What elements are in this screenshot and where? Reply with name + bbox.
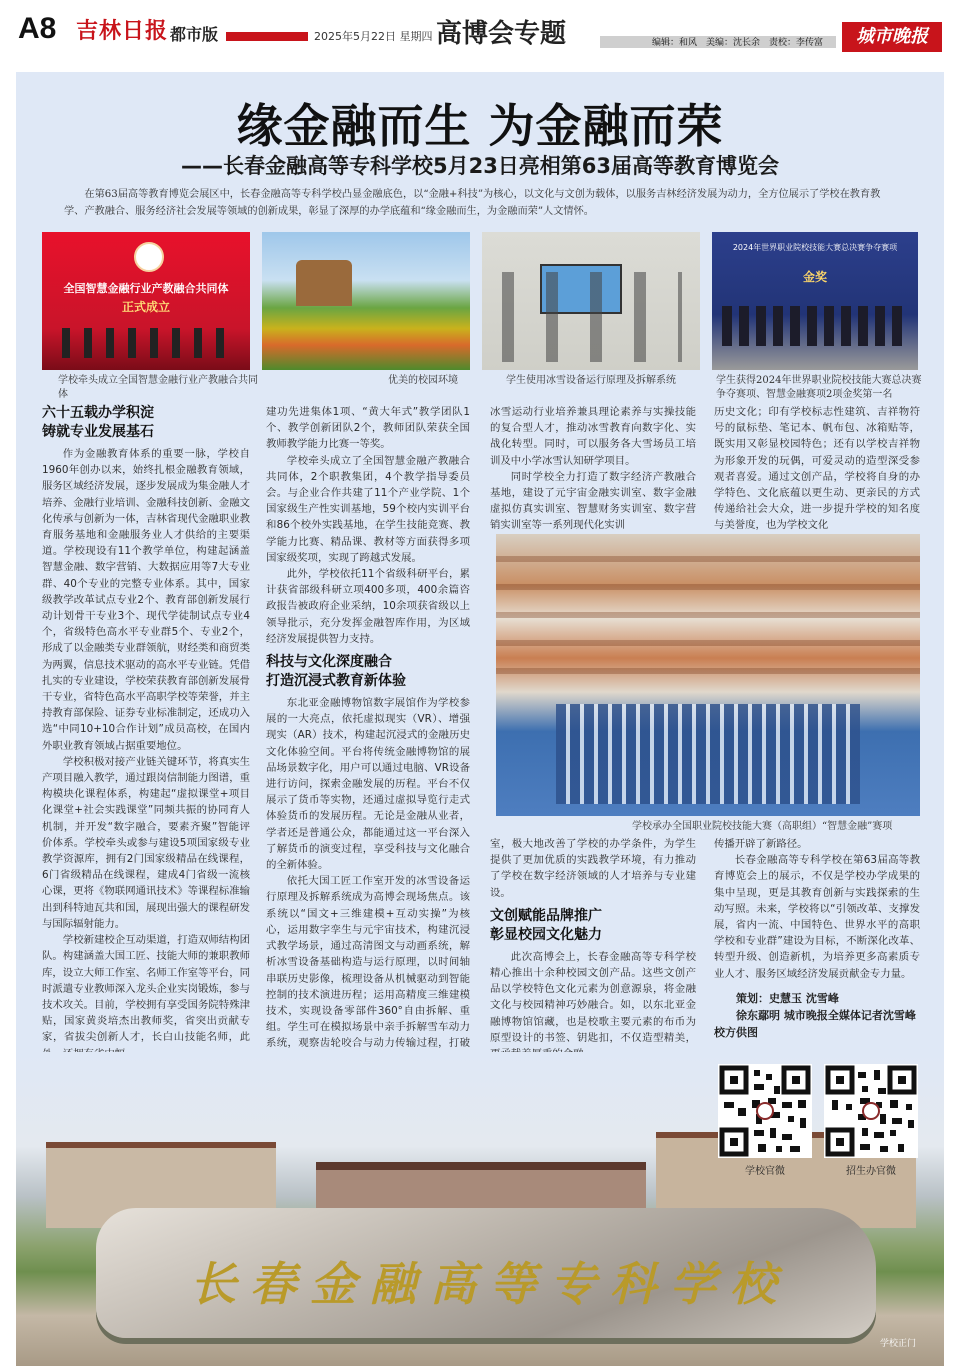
school-emblem-icon bbox=[134, 242, 164, 272]
col1-heading-1: 六十五载办学积淀 bbox=[42, 405, 154, 421]
article-title: 缘金融而生 为金融而荣 bbox=[236, 99, 724, 153]
col2-para-2: 学校牵头成立了全国智慧金融产教融合共同体，2个职教集团，4个教学指导委员会。与企业合作共建了11个产业学院、1个国家级生产性实训基地，59个校内实训平台和86个校外实践基地，在学生技能竞赛、教学能力比赛、精品课、教材等方面获得多项国家级奖项，实现了跨越式发展。 bbox=[266, 454, 470, 564]
big-photo-caption: 学校承办全国职业院校技能大赛（高职组）“智慧金融”赛项 bbox=[632, 821, 893, 832]
col4-top bbox=[714, 404, 920, 534]
photo-campus-garden bbox=[262, 232, 470, 370]
col1-para-2: 学校积极对接产业链关键环节，将真实生产项目融入教学，通过跟岗信制能力图谱，重构模块化课程体系，构建起“虚拟课堂+项目化课堂+社会实践课堂”同频共振的协同育人机制，并开发“数字融合，要素齐聚”智能评价体系。学校牵头或参与建设5项国家级专业教学资源库，拥有2门国家级精品在线课程，6门省级精品在线课程，建成4门省级一流核心课，更将《物联网通讯技术》等课程标准输出到科特迪瓦共和国，展现出强大的课程研发与国际辐射能力。 bbox=[42, 755, 250, 930]
col2-body-2 bbox=[266, 695, 470, 1100]
col1-heading-2: 铸就专业发展基石 bbox=[42, 424, 154, 440]
col4-low-body bbox=[714, 836, 920, 982]
col4-para-low2: 长春金融高等专科学校在第63届高等教育博览会上的展示，不仅是学校办学成果的集中呈现，更是其教育创新与实践探索的生动写照。未来，学校将以“引领改革、支撑发展，省内一流、中国特色、世界水平的高职学校和专业群”建设为目标，不断深化改革、转型升级、创造新机，为培养更多高素质专业人才、服务区域经济发展贡献金专力量。 bbox=[714, 854, 920, 980]
col1-para-1: 作为金融教育体系的重要一脉，学校自1960年创办以来，始终扎根金融教育领域，服务区域经济发展，逐步发展成为集金融人才培养、金融行业培训、金融科技创新、金融文化传承与创新为一体，吉林省现代金融职业教育服务基地和金融服务业人才供给的主要渠道。学校现设有11个教学单位，构建起涵盖智慧金融、数字营销、大数据应用等7大专业群、40个专业的完整专业体系。其中，国家级教学改革试点专业2个、教育部创新发展行动计划骨干专业3个、现代学徒制试点专业4个，省级特色高水平专业群5个、专业2个，形成了以金融类专业群领航，财经类和商贸类为两翼，信息技术驱动的高水平专业链。凭借扎实的专业建设，学校荣获教育部创新发展骨干专业，省特色高水平高职学校等荣誉，并主持教育部保险、证券专业标准制定，还成功入选“中同10+10合作计划”成员高校，在国内外职业教育领域占据重要地位。 bbox=[42, 448, 250, 752]
editor-credits: 编辑：和风 美编：沈长余 责校：李传富 bbox=[652, 38, 824, 48]
page-number: A8 bbox=[18, 12, 57, 45]
stone-inscription: 长春金融高等专科学校 bbox=[190, 1257, 790, 1311]
col4-low bbox=[714, 836, 920, 1041]
photo-skills-competition-hall bbox=[496, 534, 920, 816]
col3-top bbox=[490, 404, 696, 534]
col3-body-3 bbox=[490, 949, 696, 1062]
banner-subtext: 正式成立 bbox=[121, 300, 170, 314]
col3-low bbox=[490, 836, 696, 1062]
edition-label: 都市版 bbox=[170, 25, 219, 44]
col2-para-3: 此外，学校依托11个省级科研平台，累计获省部级科研立项400多项，400余篇咨政报告被政府企业采纳，10余项获省级以上领导批示，充分发挥金融智库作用，为区域经济发展提供智力支持。 bbox=[266, 568, 470, 645]
photo1-caption: 学校牵头成立全国智慧金融行业产教融合共同体 bbox=[58, 375, 258, 400]
credit-line-1: 策划：史慧玉 沈雪峰 bbox=[736, 991, 839, 1005]
photo-alliance-ceremony bbox=[42, 232, 250, 370]
pavilion-building bbox=[296, 260, 352, 306]
col3-para-low: 室，极大地改善了学校的办学条件，为学生提供了更加优质的实践教学环境，有力推动了学校在数字经济领域的人才培养与专业建设。 bbox=[490, 838, 696, 899]
photo3-caption: 学生使用冰雪设备运行原理及拆解系统 bbox=[506, 375, 676, 386]
qr-code-school[interactable] bbox=[718, 1064, 812, 1158]
col3-para-2: 同时学校全力打造了数字经济产教融合基地，建设了元宇宙金融实训室、数字金融虚拟仿真实训室、智慧财务实训室、数字营销实训室等一系列现代化实训 bbox=[490, 470, 696, 532]
col3-para-3: 此次高博会上，长春金融高等专科学校精心推出十余种校园文创产品。这些文创产品以学校特色文化元素为创意源泉，将金融文化与校园精神巧妙融合。如，以东北亚金融博物馆馆藏，也是校歌主要元素的布币为原型设计的书签、钥匙扣，不仅造型精美， bbox=[490, 950, 696, 1044]
col1-section bbox=[42, 404, 250, 1062]
competition-desks bbox=[556, 704, 860, 804]
section-topic: 高博会专题 bbox=[436, 19, 567, 49]
award-banner-text: 2024年世界职业院校技能大赛总决赛争夺赛项 bbox=[732, 243, 898, 252]
col2-heading-1: 科技与文化深度融合 bbox=[266, 654, 392, 671]
article-subtitle: ——长春金融高等专科学校5月23日亮相第63届高等教育博览会 bbox=[180, 154, 780, 178]
award-group bbox=[722, 306, 908, 346]
hall-balconies bbox=[496, 534, 920, 684]
photo4-caption: 学生获得2024年世界职业院校技能大赛总决赛争夺赛项、智慧金融赛项2项金奖第一名 bbox=[716, 375, 922, 400]
col2-heading-2: 打造沉浸式教育新体验 bbox=[266, 673, 406, 690]
col3-para-1: 冰雪运动行业培养兼具理论素养与实操技能的复合型人才，推动冰雪教育向数字化、实战化转型。同时，可以服务各大雪场员工培训及中小学冰雪认知研学项目。 bbox=[490, 406, 696, 467]
credit-line-2: 徐东鄢明 城市晚报全媒体记者沈雪峰 校方供图 bbox=[714, 1008, 916, 1039]
col4-para-low1: 传播开辟了新路径。 bbox=[714, 838, 808, 850]
col2-para-5: 依托大国工匠工作室开发的冰雪设备运行原理及拆解系统成为高博会现场焦点。该系统以“国文+三维建模+互动实操”为核心，运用数字孪生与元宇宙技术，构建沉浸式教学场景，通过高清图文与动画系统，解析冰雪设备基础构造与运行原理，以时间轴串联历史影像，梳理设备从机械驱动到智能控制的技术演进历程；运用高精度三维建模技术，实现设备零部件360°自由拆解、重组。学生可在模拟场景中亲手拆解雪车动力系统，观察齿轮咬合与动力传输过程，打破 bbox=[266, 875, 470, 1050]
qr-pattern-icon bbox=[718, 1064, 812, 1158]
stage-people bbox=[62, 328, 232, 358]
photo-ice-equipment-demo bbox=[482, 232, 700, 370]
qr-label-admissions: 招生办官微 bbox=[846, 1166, 896, 1177]
col2-section bbox=[266, 404, 470, 1100]
qr-pattern-icon bbox=[824, 1064, 918, 1158]
newspaper-logo: 吉林日报 bbox=[76, 18, 169, 44]
award-gold-text: 金奖 bbox=[802, 270, 827, 284]
photo2-caption: 优美的校园环境 bbox=[388, 375, 458, 386]
banner-text: 全国智慧金融行业产教融合共同体 bbox=[63, 282, 229, 295]
col3-heading-2: 彰显校园文化魅力 bbox=[490, 926, 602, 943]
qr-code-admissions[interactable] bbox=[824, 1064, 918, 1158]
col3-heading-1: 文创赋能品牌推广 bbox=[490, 907, 602, 924]
photo-award-ceremony bbox=[712, 232, 918, 370]
col2-para-4: 东北亚金融博物馆数字展馆作为学校参展的一大亮点，依托虚拟现实（VR）、增强现实（AR）技术，构建起沉浸式的金融历史文化体验空间。平台将传统金融博物馆的展品场景数字化，用户可以通过电脑、VR设备进行访问，探索金融发展的历程。平台不仅展示了货币等实物，还通过虚拟导览行走式体验货币的发展历程。无论是金融从业者，学者还是普通公众，都能通过这一平台深入了解货币的演变过程，享受科技与文化融合的全新体验。 bbox=[266, 697, 470, 872]
qr-label-school: 学校官微 bbox=[745, 1166, 785, 1177]
article-intro: 在第63届高等教育博览会展区中，长春金融高等专科学校凸显金融底色，以“金融+科技”为核心，以文化与文创为载体，以服务吉林经济发展为动力，全方位展示了学校在教育教学、产教融合、服务经济社会发展等领域的创新成果，彰显了深厚的办学底蕴和“缘金融而生，为金融而荣”人文情怀。 bbox=[64, 189, 881, 217]
students bbox=[502, 272, 682, 362]
col2-para-1: 建功先进集体1项、“黄大年式”教学团队1个、教学创新团队2个，教师团队荣获全国教师教学能力比赛一等奖。 bbox=[266, 406, 470, 451]
evening-paper-logo: 城市晚报 bbox=[842, 22, 942, 52]
col1-para-3: 学校新建校企互动渠道，打造双师结构团队。构建涵盖大国工匠、技能大师的兼职教师库，设立大师工作室、名师工作室等平台，同时派遣专业教师深入龙头企业实岗锻炼，参与技术攻关。目前，学校拥有享受国务院特殊津贴，国家黄炎培杰出教师奖，省突出贡献专家，省拔尖创新人才，长白山技能名师，此 bbox=[42, 934, 250, 1044]
col2-body bbox=[266, 404, 470, 647]
gate-photo-label: 学校正门 bbox=[880, 1339, 917, 1349]
col3-low-body bbox=[490, 836, 696, 901]
red-rule bbox=[226, 32, 308, 41]
col1-body bbox=[42, 446, 250, 1062]
issue-date: 2025年5月22日 星期四 bbox=[314, 30, 433, 43]
col4-para-1: 历史文化；印有学校标志性建筑、吉祥物符号的鼠标垫、笔记本、帆布包、冰箱贴等，既实用又彰显校园特色；还有以学校吉祥物为形象开发的玩偶，可爱灵动的造型深受参观者喜爱。通过文创产品，学校将自身的办学特色、文化底蕴以更生动、更亲民的方式传递给社会大众，进一步提升学校的知名度与美誉度，也为学校文化 bbox=[714, 406, 920, 532]
